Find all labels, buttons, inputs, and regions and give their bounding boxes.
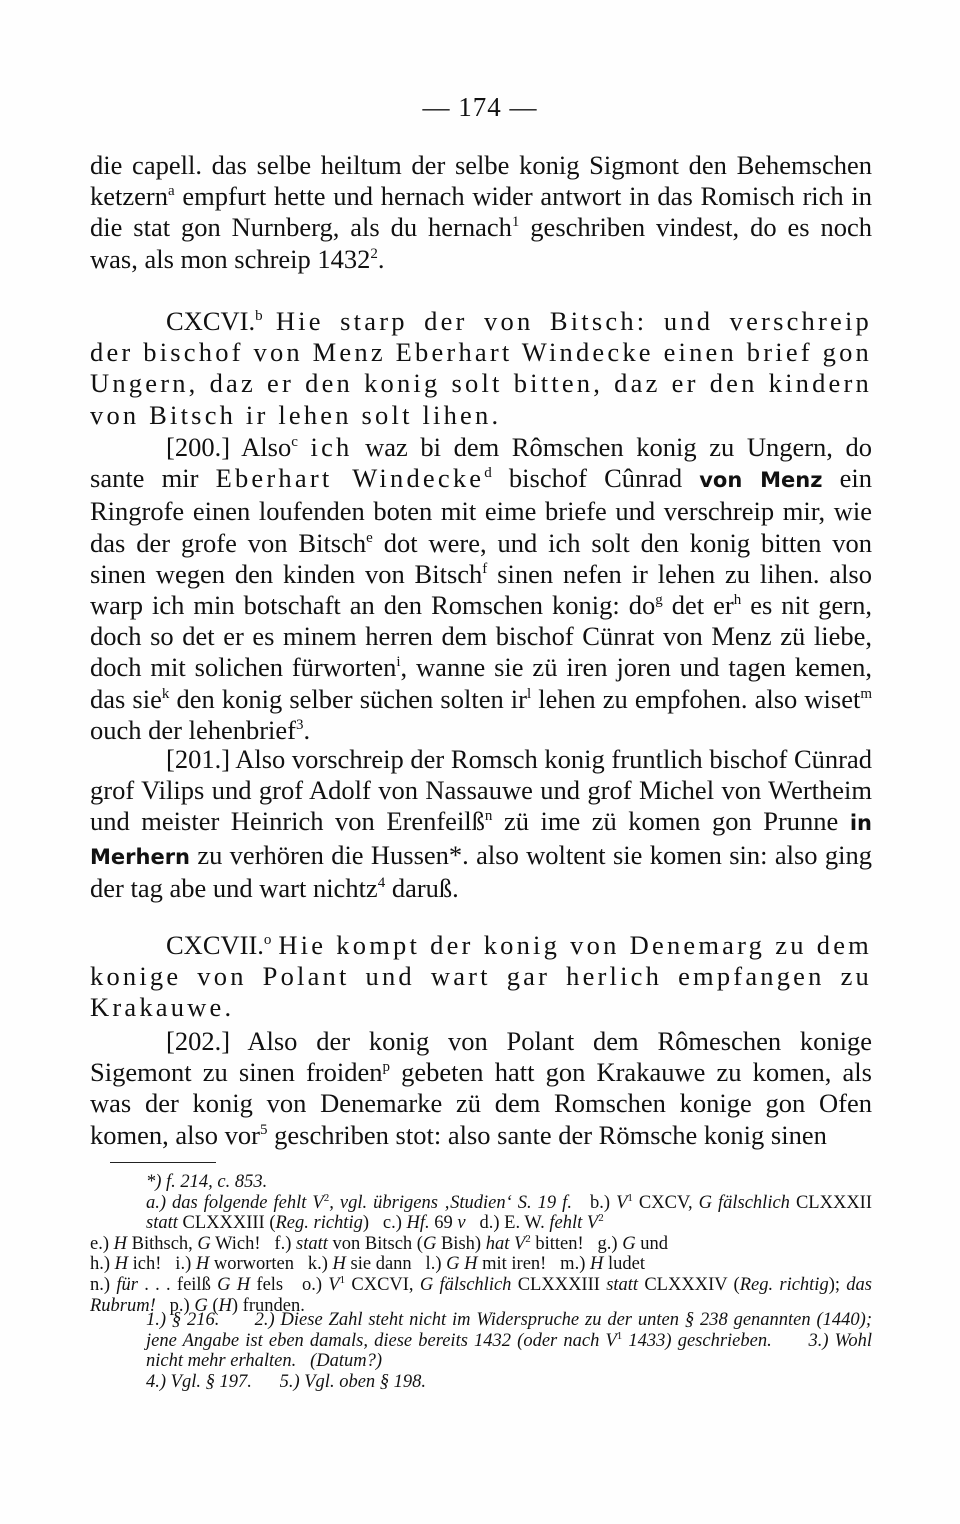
chapter-197-text: CXCVII.$^o$ Hie kompt der konig von Denemarg zu dem konige von Polant und wart gar herlich empfangen zu Krakauwe. [90,930,872,1023]
chapter-196-heading [90,306,872,431]
footnote-a: a.) das folgende fehlt $V^2$, vgl. übrigens ‚Studien‘ S. 19 f. b.) $V^1$ CXCV, G fälschlich CLXXXII statt CLXXXIII (Reg. richtig) c.) Hf. 69 v d.) E. W. fehlt $V^2$ [146,1191,873,1234]
paragraph-201-text: [201.] Also vorschreip der Romsch konig fruntlich bischof Cünrad grof Vilips und grof Adolf von Nassauwe und grof Michel von Wertheim und meister Heinrich von Erenfeilß$^n$ zü ime zü komen gon Prunne in Merhern zu verhören die Hussen*. also woltent sie komen sin: also ging der tag abe und wart nichtz$^4$ daruß. [90,744,872,903]
paragraph-202-text: [202.] Also der konig von Polant dem Rômeschen konige Sigemont zu sinen froiden$^p$ gebeten hatt gon Krakauwe zu komen, als was der konig von Denemarke zü dem Romschen konige gon Ofen komen, also vor$^5$ geschriben stot: also sante der Römsche konig sinen [90,1026,872,1150]
footnote-rule [110,1162,216,1163]
note-1-3: 1.) § 216. 2.) Diese Zahl steht nicht im Widerspruche zu der unten § 238 genannten (1440); jene Angabe ist eben damals, diese bereits 1432 (oder nach $V^1$ 1433) geschrieben. 3.) Wohl nicht mehr erhalten. (Datum?) [146,1310,873,1372]
page-number: — 174 — [422,92,538,122]
paragraph-200 [90,432,872,746]
apparatus-footnotes [90,1172,872,1316]
footnote-h: h.) H ich! i.) H worworten k.) H sie dann l.) G H mit iren! m.) H ludet [90,1254,645,1275]
paragraph-201 [90,744,872,904]
footnote-n: n.) für . . . feilß G H fels o.) $V^1$ CXCVI, G fälschlich CLXXXIII statt CLXXXIV (Reg. richtig); das Rubrum! p.) G (H) frunden. [90,1273,872,1316]
footnote-star: *) f. 214, c. 853. [146,1172,268,1192]
paragraph-202 [90,1026,872,1151]
para-1-text: die capell. das selbe heiltum der selbe konig Sigmont den Behemschen ketzern$^a$ empfurt hette und hernach wider antwort in das Romisch rich in die stat gon Nurnberg, als du hernach$^1$ geschriben vindest, do es noch was, als mon schreip 1432$^2$. [90,150,872,274]
paragraph-200-text: [200.] Also$^c$ ich waz bi dem Rômschen konig zu Ungern, do sante mir Eberhart Windecke$^d$ bischof Cûnrad von Menz ein Ringrofe einen loufenden boten mit eime briefe und verschreip mir, wie das der grofe von Bitsch$^e$ dot were, und ich solt den konig bitten von sinen wegen den kinden von Bitsch$^f$ sinen nefen ir lehen zu lihen. also warp ich min botschaft an den Romschen konig: $do^g$ $\det er^h$ es nit gern, doch so det er es minem herren dem bischof Cünrat von Menz zü liebe, doch mit solichen fürworten$^i$, wanne sie zü iren joren und tagen kemen, das sie$^k$ den konig selber süchen solten $ir^l$ lehen zu empfohen. also wiset$^m$ ouch der lehenbrief$^3$. [90,432,873,745]
numbered-notes [90,1310,872,1392]
chapter-197-heading [90,930,872,1024]
note-4-5: 4.) Vgl. § 197. 5.) Vgl. oben § 198. [146,1371,427,1392]
footnote-e: e.) H Bithsch, G Wich! f.) statt von Bitsch (G Bish) hat $V^2$ bitten! g.) G und [90,1232,668,1254]
para-capell [90,150,872,275]
chapter-196-text: CXCVI.$^b$ Hie starp der von Bitsch: und verschreip der bischof von Menz Eberhart Windecke einen brief gon Ungern, daz er den konig solt bitten, daz er den kindern von Bitsch ir lehen solt lihen. [90,306,872,430]
